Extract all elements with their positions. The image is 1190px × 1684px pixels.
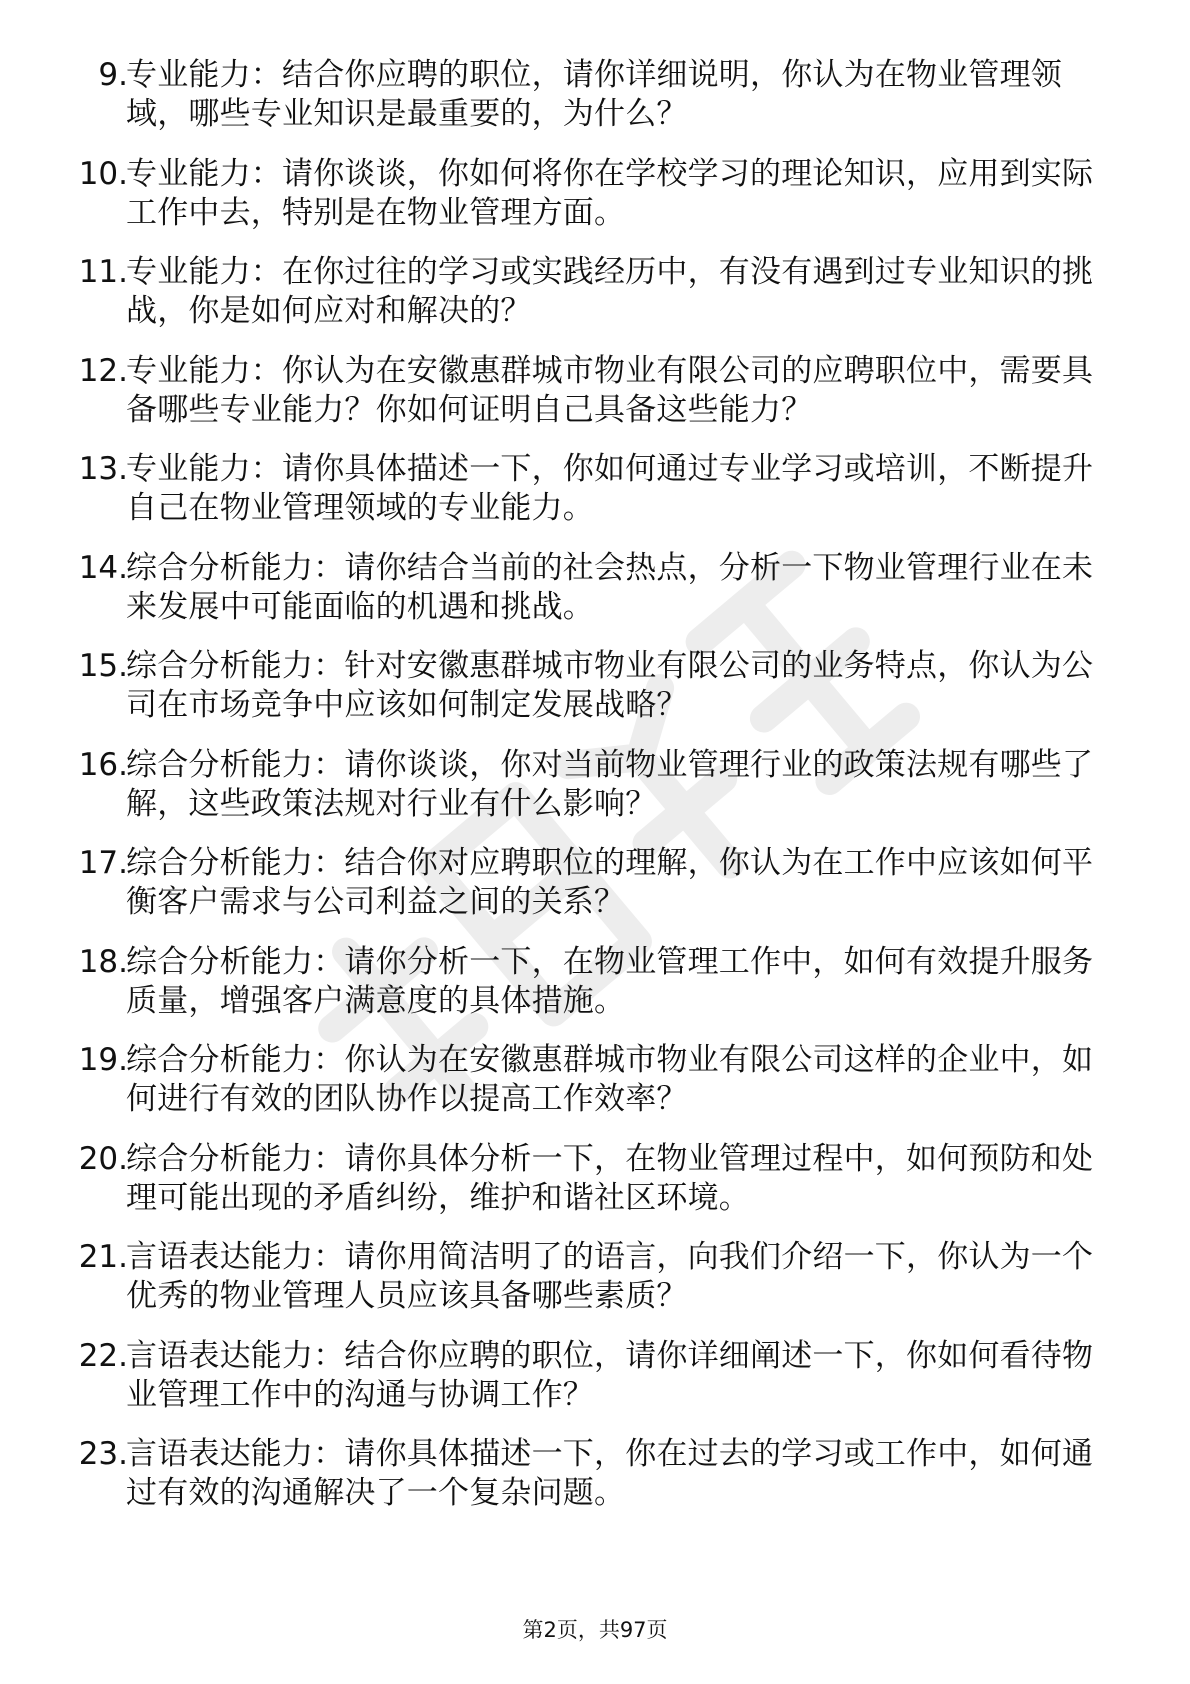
question-text: 综合分析能力：结合你对应聘职位的理解，你认为在工作中应该如何平衡客户需求与公司利益之间的关系？	[126, 845, 1094, 920]
question-text: 专业能力：结合你应聘的职位，请你详细说明，你认为在物业管理领域，哪些专业知识是最重要的，为什么？	[126, 57, 1062, 132]
question-number: 19.	[78, 1042, 128, 1078]
question-text: 言语表达能力：请你具体描述一下，你在过去的学习或工作中，如何通过有效的沟通解决了一个复杂问题。	[126, 1436, 1094, 1511]
question-number: 12.	[78, 352, 128, 389]
question-number: 21.	[78, 1239, 128, 1275]
question-text: 综合分析能力：请你具体分析一下，在物业管理过程中，如何预防和处理可能出现的矛盾纠纷，维护和谐社区环境。	[126, 1140, 1094, 1216]
list-item	[0, 1337, 1190, 1433]
list-item	[0, 1140, 1190, 1236]
question-number: 13.	[78, 451, 128, 487]
list-item	[0, 450, 1190, 546]
page-number-label: 第2页，共97页	[522, 1618, 668, 1642]
question-number: 23.	[78, 1436, 128, 1472]
question-text: 专业能力：在你过往的学习或实践经历中，有没有遇到过专业知识的挑战，你是如何应对和解决的？	[126, 254, 1094, 329]
question-text: 综合分析能力：请你谈谈，你对当前物业管理行业的政策法规有哪些了解，这些政策法规对行业有什么影响？	[126, 746, 1094, 822]
list-item	[0, 352, 1190, 448]
question-number: 11.	[78, 254, 128, 290]
question-text: 综合分析能力：针对安徽惠群城市物业有限公司的业务特点，你认为公司在市场竞争中应该如何制定发展战略？	[126, 648, 1094, 723]
question-number: 9.	[98, 57, 128, 93]
question-text: 专业能力：请你谈谈，你如何将你在学校学习的理论知识，应用到实际工作中去，特别是在物业管理方面。	[126, 155, 1094, 231]
list-item	[0, 746, 1190, 842]
question-number: 22.	[78, 1337, 128, 1374]
question-text: 综合分析能力：你认为在安徽惠群城市物业有限公司这样的企业中，如何进行有效的团队协作以提高工作效率？	[126, 1042, 1094, 1117]
page-footer	[0, 1616, 1190, 1644]
list-item	[0, 1435, 1190, 1531]
question-text: 专业能力：请你具体描述一下，你如何通过专业学习或培训，不断提升自己在物业管理领域的专业能力。	[126, 451, 1094, 526]
list-item	[0, 943, 1190, 1039]
question-text: 言语表达能力：结合你应聘的职位，请你详细阐述一下，你如何看待物业管理工作中的沟通与协调工作？	[126, 1337, 1094, 1413]
question-number: 16.	[78, 746, 128, 783]
list-item	[0, 1041, 1190, 1137]
question-number: 20.	[78, 1140, 128, 1177]
list-item	[0, 155, 1190, 251]
question-list	[0, 56, 1190, 1534]
list-item	[0, 56, 1190, 152]
question-text: 专业能力：你认为在安徽惠群城市物业有限公司的应聘职位中，需要具备哪些专业能力？你如何证明自己具备这些能力？	[126, 352, 1094, 428]
list-item	[0, 647, 1190, 743]
list-item	[0, 844, 1190, 940]
list-item	[0, 549, 1190, 645]
question-number: 14.	[78, 549, 128, 586]
question-number: 18.	[78, 943, 128, 980]
list-item	[0, 253, 1190, 349]
question-text: 综合分析能力：请你结合当前的社会热点，分析一下物业管理行业在未来发展中可能面临的机遇和挑战。	[126, 549, 1094, 625]
question-number: 17.	[78, 845, 128, 881]
list-item	[0, 1238, 1190, 1334]
question-number: 15.	[78, 648, 128, 684]
question-text: 综合分析能力：请你分析一下，在物业管理工作中，如何有效提升服务质量，增强客户满意度的具体措施。	[126, 943, 1094, 1019]
question-number: 10.	[78, 155, 128, 192]
question-text: 言语表达能力：请你用简洁明了的语言，向我们介绍一下，你认为一个优秀的物业管理人员应该具备哪些素质？	[126, 1239, 1094, 1314]
